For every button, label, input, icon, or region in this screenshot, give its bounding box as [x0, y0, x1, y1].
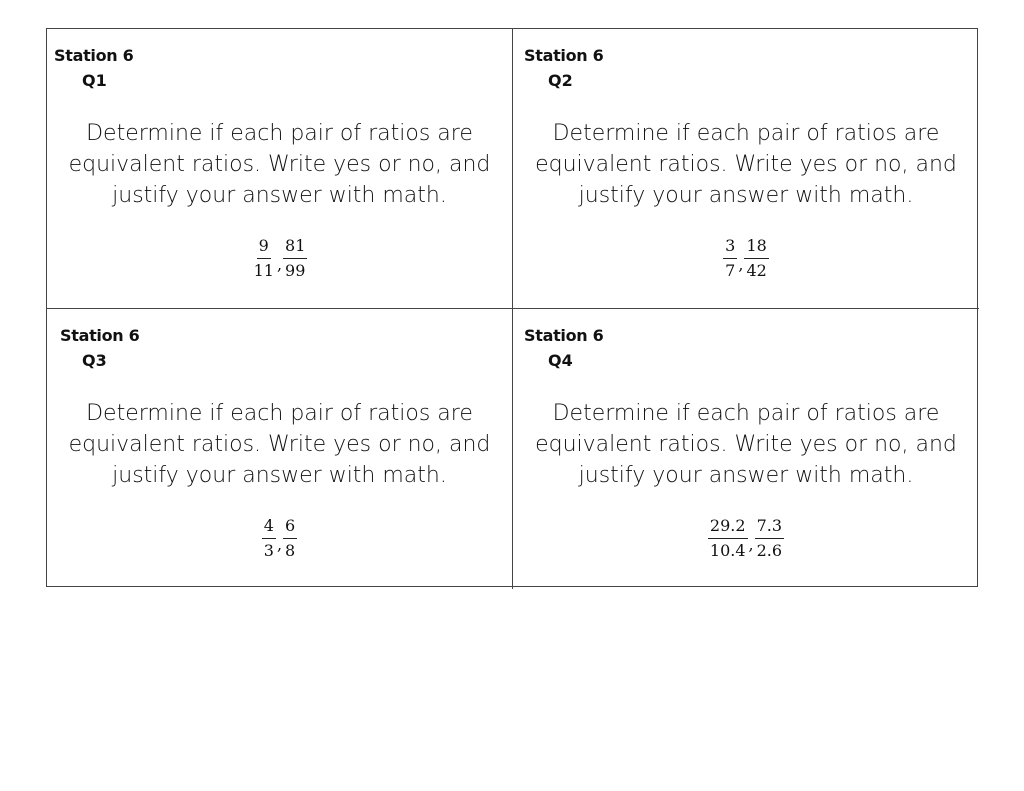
station-label: Station 6 — [524, 326, 604, 345]
station-label: Station 6 — [60, 326, 140, 345]
denominator: 10.4 — [709, 541, 746, 560]
fraction-1 — [252, 237, 276, 280]
card-q4 — [513, 309, 979, 589]
card-q1 — [47, 29, 513, 309]
denominator: 2.6 — [756, 541, 783, 560]
question-number: Q3 — [82, 351, 107, 370]
denominator: 7 — [725, 261, 736, 280]
comma: , — [276, 535, 283, 554]
comma: , — [748, 535, 754, 554]
fraction-1 — [723, 237, 737, 280]
ratio-pair — [47, 237, 512, 280]
fraction-2 — [744, 237, 768, 280]
question-number: Q1 — [82, 71, 107, 90]
denominator: 11 — [253, 261, 274, 280]
numerator: 9 — [257, 237, 271, 259]
fraction-1 — [262, 517, 276, 560]
numerator: 3 — [723, 237, 737, 259]
denominator: 42 — [746, 261, 767, 280]
denominator: 8 — [285, 541, 296, 560]
numerator: 6 — [283, 517, 297, 539]
fraction-1 — [708, 517, 748, 560]
ratio-pair — [47, 517, 512, 560]
ratio-pair — [513, 237, 979, 280]
question-prompt: Determine if each pair of ratios are equivalent ratios. Write yes or no, and justify your answer with math. — [68, 401, 491, 488]
comma: , — [738, 255, 744, 274]
question-number: Q4 — [548, 351, 573, 370]
numerator: 81 — [283, 237, 307, 259]
card-q2 — [513, 29, 979, 309]
numerator: 18 — [744, 237, 768, 259]
numerator: 7.3 — [755, 517, 784, 539]
station-label: Station 6 — [54, 46, 134, 65]
comma: , — [276, 255, 283, 274]
question-number: Q2 — [548, 71, 573, 90]
fraction-2 — [755, 517, 784, 560]
station-label: Station 6 — [524, 46, 604, 65]
fraction-2 — [283, 237, 307, 280]
numerator: 29.2 — [708, 517, 748, 539]
card-q3 — [47, 309, 513, 589]
question-prompt: Determine if each pair of ratios are equivalent ratios. Write yes or no, and justify your answer with math. — [535, 121, 957, 208]
fraction-2 — [283, 517, 297, 560]
numerator: 4 — [262, 517, 276, 539]
station-card-grid — [46, 28, 978, 587]
denominator: 99 — [285, 261, 306, 280]
question-prompt: Determine if each pair of ratios are equivalent ratios. Write yes or no, and justify your answer with math. — [68, 121, 491, 208]
denominator: 3 — [263, 541, 274, 560]
question-prompt: Determine if each pair of ratios are equivalent ratios. Write yes or no, and justify your answer with math. — [535, 401, 957, 488]
ratio-pair — [513, 517, 979, 560]
